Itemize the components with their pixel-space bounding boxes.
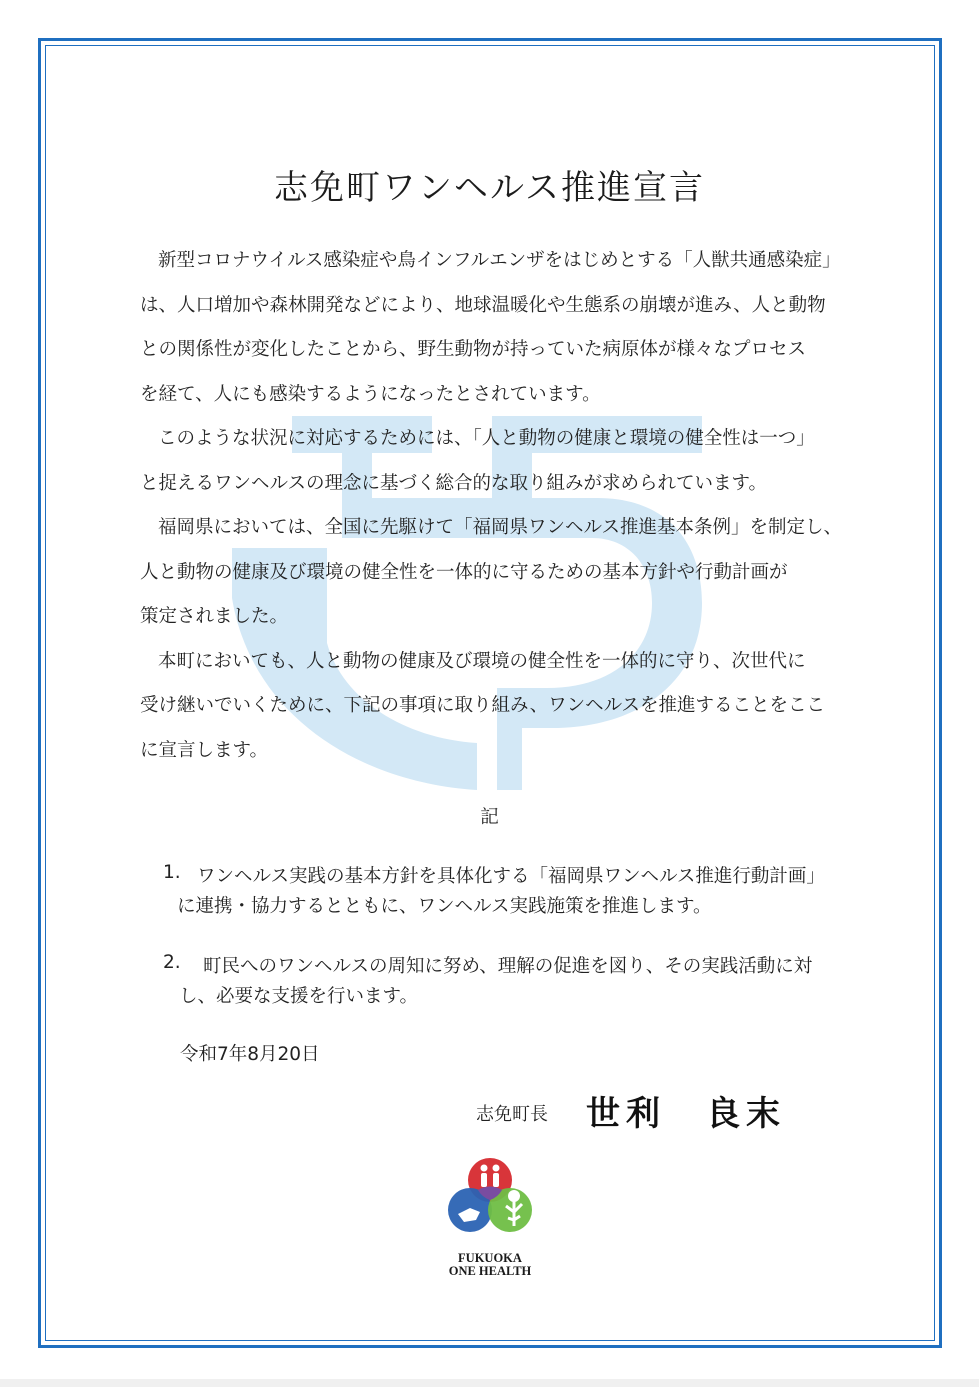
mayor-signature: 世利 良末 — [586, 1094, 786, 1134]
page-bottom-edge — [0, 1379, 979, 1387]
paragraph-line: 人と動物の健康及び環境の健全性を一体的に守るための基本方針や行動計画が — [140, 562, 788, 583]
paragraph-line: 福岡県においては、全国に先駆けて「福岡県ワンヘルス推進基本条例」を制定し、 — [158, 517, 842, 538]
paragraph-line: との関係性が変化したことから、野生動物が持っていた病原体が様々なプロセス — [140, 339, 807, 360]
paragraph-line: は、人口増加や森林開発などにより、地球温暖化や生態系の崩壊が進み、人と動物 — [140, 295, 826, 316]
item-number: 2. — [163, 952, 181, 973]
page-title: 志免町ワンヘルス推進宣言 — [274, 168, 705, 208]
logo-text-line1: FUKUOKA — [458, 1251, 522, 1265]
paragraph-line: を経て、人にも感染するようになったとされています。 — [140, 384, 601, 405]
paragraph-line: 策定されました。 — [140, 606, 289, 627]
logo-text-line2: ONE HEALTH — [448, 1264, 532, 1278]
paragraph-line: 受け継いでいくために、下記の事項に取り組み、ワンヘルスを推進することをここ — [140, 695, 826, 716]
mayor-title: 志免町長 — [476, 1104, 548, 1125]
item-text: に連携・協力するとともに、ワンヘルス実践施策を推進します。 — [177, 896, 712, 917]
paragraph-line: このような状況に対応するためには、「人と動物の健康と環境の健全性は一つ」 — [158, 428, 815, 449]
fukuoka-one-health-logo-icon — [440, 1156, 540, 1236]
item-text: 町民へのワンヘルスの周知に努め、理解の促進を図り、その実践活動に対 — [203, 956, 813, 977]
paragraph-line: 新型コロナウイルス感染症や鳥インフルエンザをはじめとする「人獣共通感染症」 — [158, 250, 841, 271]
item-text: し、必要な支援を行います。 — [179, 986, 419, 1007]
paragraph-line: と捉えるワンヘルスの理念に基づく総合的な取り組みが求められています。 — [140, 473, 767, 494]
item-number: 1. — [163, 862, 181, 883]
ki-heading: 記 — [480, 807, 499, 828]
paragraph-line: に宣言します。 — [140, 740, 269, 761]
shime-town-emblem-icon — [232, 398, 748, 790]
date: 令和7年8月20日 — [180, 1044, 320, 1065]
item-text: ワンヘルス実践の基本方針を具体化する「福岡県ワンヘルス推進行動計画」 — [197, 866, 825, 887]
paragraph-line: 本町においても、人と動物の健康及び環境の健全性を一体的に守り、次世代に — [158, 651, 806, 672]
